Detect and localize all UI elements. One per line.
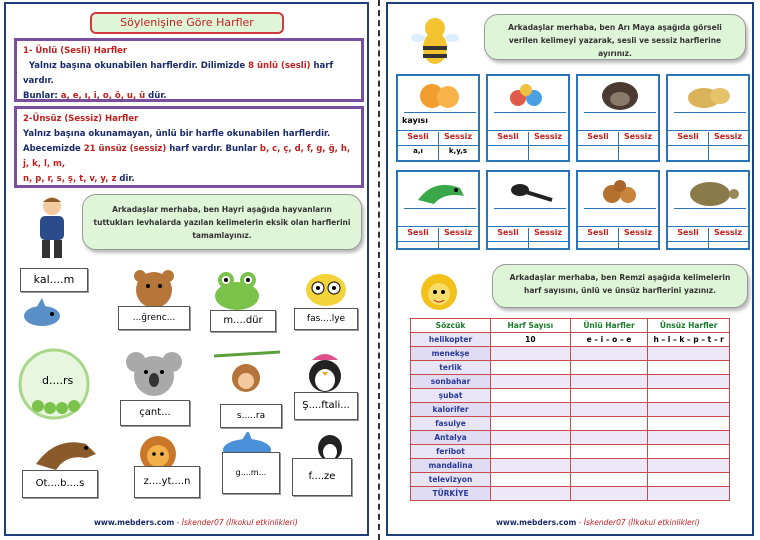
penguin-icon	[300, 350, 350, 392]
table-row	[411, 389, 730, 403]
letter-count-cell[interactable]	[491, 403, 571, 417]
word-card-9[interactable]: Ot....b....s	[22, 470, 98, 498]
sesli-label: Sesli	[578, 132, 618, 146]
word-cell: fasulye	[411, 417, 491, 431]
sesli-label: Sesli	[578, 228, 618, 242]
remzi-speech-bubble: Arkadaşlar merhaba, ben Remzi aşağıda kelimelerin harf sayısını, ünlü ve ünsüz harflerini yazınız.	[492, 264, 748, 308]
picture-cell-8	[666, 170, 750, 250]
word-card-3[interactable]: m....dür	[210, 310, 276, 332]
table-header-row	[411, 319, 730, 333]
word-analysis-table	[410, 318, 730, 501]
maya-speech-bubble: Arkadaşlar merhaba, ben Arı Maya aşağıda görseli verilen kelimeyi yazarak, sesli ve sessiz harflerine ayırınız.	[484, 14, 746, 60]
consonants-cell[interactable]	[648, 445, 730, 459]
picture-cell-6	[486, 170, 570, 250]
word-cell: şubat	[411, 389, 491, 403]
boy-character-icon	[32, 194, 72, 260]
letter-count-cell[interactable]: 10	[491, 333, 571, 347]
word-cell: feribot	[411, 445, 491, 459]
vowel-line-1: Yalnız başına okunabilen harflerdir. Dilimizde 8 ünlü (sesli) harf vardır.	[23, 61, 334, 86]
word-card-12[interactable]: f....ze	[292, 458, 352, 496]
word-cell: mandalina	[411, 459, 491, 473]
vowels-cell[interactable]	[570, 361, 648, 375]
table-row	[411, 459, 730, 473]
answer-field-3[interactable]	[578, 116, 658, 131]
sessiz-label: Sessiz	[708, 228, 748, 242]
sessiz-label: Sessiz	[438, 132, 478, 146]
marbles-icon	[494, 80, 566, 113]
sesli-field-1[interactable]: a,ı	[413, 147, 423, 155]
answer-field-6[interactable]	[488, 212, 568, 227]
consonant-heading: 2-Ünsüz (Sessiz) Harfler	[23, 114, 139, 124]
sessiz-field-1[interactable]: k,y,s	[448, 147, 468, 155]
word-cell: menekşe	[411, 347, 491, 361]
vowel-line-2: Bunlar: a, e, ı, i, o, ö, u, ü dür.	[23, 91, 167, 101]
sesli-label: Sesli	[488, 228, 528, 242]
picture-cell-7	[576, 170, 660, 250]
consonants-cell[interactable]: h – l – k – p – t – r	[648, 333, 730, 347]
word-cell: Antalya	[411, 431, 491, 445]
sessiz-label: Sessiz	[618, 132, 658, 146]
page-title: Söylenişine Göre Harfler	[90, 12, 284, 34]
word-card-6[interactable]: çant...	[120, 400, 190, 426]
answer-field-1[interactable]: kayısı	[398, 116, 478, 131]
consonant-line-3: n, p, r, s, ş, t, v, y, z dir.	[23, 174, 135, 184]
dragon-icon	[404, 176, 476, 209]
letter-count-cell[interactable]	[491, 459, 571, 473]
table-row	[411, 361, 730, 375]
word-card-4[interactable]: fas....lye	[294, 308, 358, 330]
monkey-icon	[584, 80, 656, 113]
vowels-cell[interactable]	[570, 375, 648, 389]
hayri-speech-bubble: Arkadaşlar merhaba, ben Hayri aşağıda hayvanların tuttukları levhalarda yazılan kelimelerin eksik olan harflerini tamamlayınız.	[82, 194, 362, 250]
consonant-line-2: Abecemizde 21 ünsüz (sessiz) harf vardır. Bunlar b, c, ç, d, f, g, ğ, h, j, k, l, m,	[23, 144, 351, 169]
word-cell: televizyon	[411, 473, 491, 487]
word-cell: terlik	[411, 361, 491, 375]
word-card-2[interactable]: ...ğrenc...	[118, 306, 190, 330]
left-worksheet	[4, 2, 369, 536]
word-card-1[interactable]: kal....m	[20, 268, 88, 292]
letter-count-cell[interactable]	[491, 361, 571, 375]
table-row	[411, 473, 730, 487]
consonants-cell[interactable]	[648, 431, 730, 445]
bear-icon	[124, 266, 184, 310]
table-row	[411, 403, 730, 417]
word-card-5[interactable]: d....rs	[42, 374, 74, 387]
letter-count-cell[interactable]	[491, 445, 571, 459]
koala-icon	[126, 348, 182, 400]
vowel-rules-box	[14, 38, 364, 102]
microphone-icon	[494, 176, 566, 209]
sesli-label: Sesli	[398, 132, 438, 146]
answer-field-4[interactable]	[668, 116, 748, 131]
letter-count-cell[interactable]	[491, 347, 571, 361]
frog-icon	[210, 268, 264, 312]
table-row	[411, 445, 730, 459]
answer-field-5[interactable]	[398, 212, 478, 227]
sessiz-label: Sessiz	[528, 132, 568, 146]
hazelnut-icon	[584, 176, 656, 209]
table-row	[411, 431, 730, 445]
answer-field-2[interactable]	[488, 116, 568, 131]
sesli-label: Sesli	[398, 228, 438, 242]
shark-icon	[22, 294, 62, 332]
table-row	[411, 333, 730, 347]
word-cell: kalorifer	[411, 403, 491, 417]
column-header: Ünlü Harfler	[570, 319, 648, 333]
bee-icon	[296, 268, 356, 310]
letter-count-cell[interactable]	[491, 431, 571, 445]
vowels-cell[interactable]	[570, 347, 648, 361]
word-card-7[interactable]: s.....ra	[220, 404, 282, 428]
column-header: Harf Sayısı	[491, 319, 571, 333]
horse-icon	[26, 434, 102, 474]
picture-cell-4	[666, 74, 750, 162]
vowels-cell[interactable]	[570, 445, 648, 459]
consonants-cell[interactable]	[648, 375, 730, 389]
vowels-cell[interactable]	[570, 389, 648, 403]
table-row	[411, 417, 730, 431]
consonant-rules-box	[14, 106, 364, 188]
picture-cell-3	[576, 74, 660, 162]
sessiz-label: Sessiz	[528, 228, 568, 242]
letter-count-cell[interactable]	[491, 389, 571, 403]
vowels-cell[interactable]	[570, 487, 648, 501]
lion-character-icon	[412, 270, 466, 316]
word-card-10[interactable]: z....yt....n	[134, 466, 200, 498]
consonants-cell[interactable]	[648, 417, 730, 431]
left-footer: www.mebders.com - İskender07 (İlkokul etkinlikleri)	[94, 518, 298, 527]
page-divider	[378, 0, 380, 540]
vowels-cell[interactable]	[570, 403, 648, 417]
picture-cell-1	[396, 74, 480, 162]
consonants-cell[interactable]	[648, 459, 730, 473]
word-card-8[interactable]: Ş....ftali...	[294, 392, 358, 420]
letter-count-cell[interactable]	[491, 417, 571, 431]
apricot-icon	[404, 80, 476, 113]
picture-cell-2	[486, 74, 570, 162]
right-footer: www.mebders.com - İskender07 (İlkokul etkinlikleri)	[496, 518, 700, 527]
sesli-label: Sesli	[668, 132, 708, 146]
word-cell: TÜRKİYE	[411, 487, 491, 501]
consonants-cell[interactable]	[648, 361, 730, 375]
answer-field-8[interactable]	[668, 212, 748, 227]
consonants-cell[interactable]	[648, 347, 730, 361]
vowels-cell[interactable]	[570, 459, 648, 473]
turtle-icon	[674, 176, 746, 209]
consonants-cell[interactable]	[648, 473, 730, 487]
word-cell: sonbahar	[411, 375, 491, 389]
sessiz-label: Sessiz	[708, 132, 748, 146]
consonants-cell[interactable]	[648, 389, 730, 403]
potato-icon	[674, 80, 746, 113]
word-cell: helikopter	[411, 333, 491, 347]
column-header: Ünsüz Harfler	[648, 319, 730, 333]
bee-maya-icon	[410, 12, 460, 68]
vowels-cell[interactable]	[570, 417, 648, 431]
consonants-cell[interactable]	[648, 403, 730, 417]
sesli-label: Sesli	[668, 228, 708, 242]
column-header: Sözcük	[411, 319, 491, 333]
monkey-hanging-icon	[212, 348, 282, 398]
consonant-line-1: Yalnız başına okunamayan, ünlü bir harfle okunabilen harflerdir.	[23, 129, 331, 139]
vowels-cell[interactable]: e – i – o – e	[570, 333, 648, 347]
table-row	[411, 347, 730, 361]
table-row	[411, 375, 730, 389]
vowels-cell[interactable]	[570, 431, 648, 445]
vowels-cell[interactable]	[570, 473, 648, 487]
letter-count-cell[interactable]	[491, 473, 571, 487]
vowel-heading: 1- Ünlü (Sesli) Harfler	[23, 46, 128, 56]
letter-count-cell[interactable]	[491, 375, 571, 389]
sessiz-label: Sessiz	[618, 228, 658, 242]
letter-count-cell[interactable]	[491, 487, 571, 501]
word-card-11[interactable]: g....m...	[222, 452, 280, 494]
consonants-cell[interactable]	[648, 487, 730, 501]
picture-cell-5	[396, 170, 480, 250]
right-worksheet	[386, 2, 754, 536]
sessiz-label: Sessiz	[438, 228, 478, 242]
answer-field-7[interactable]	[578, 212, 658, 227]
sesli-label: Sesli	[488, 132, 528, 146]
table-row	[411, 487, 730, 501]
